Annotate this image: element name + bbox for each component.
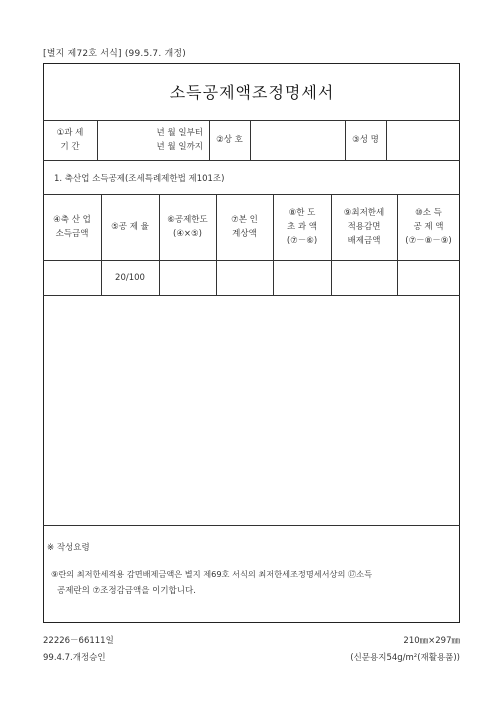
owner-name-label: ③성 명 bbox=[352, 135, 379, 145]
tax-period-label: ①과 세 기 간 bbox=[56, 128, 84, 152]
deduction-limit-field[interactable] bbox=[159, 262, 216, 294]
footer-approval: 99.4.7.개정승인 bbox=[43, 653, 106, 663]
col-header-livestock-income: ④축 산 업 소득금액 bbox=[53, 215, 91, 239]
col-header-min-tax-exclusion: ⑨최저한세 적용감면 배제금액 bbox=[343, 208, 385, 246]
col-header-deduction-limit: ⑥공제한도 (④×⑤) bbox=[167, 215, 208, 239]
instructions-line1: ⑨란의 최저한세적용 감면배제금액은 별지 제69호 서식의 최저한세조정명세서상의 ⑰소득 bbox=[51, 569, 372, 579]
owner-name-field[interactable] bbox=[386, 126, 460, 154]
tax-period-dates bbox=[97, 126, 209, 154]
rule-above-info bbox=[43, 120, 460, 121]
form-number: [별지 제72호 서식] (99.5.7. 개정) bbox=[43, 49, 186, 59]
rule-below-info bbox=[43, 160, 460, 161]
footer-form-code: 22226－66111일 bbox=[43, 636, 114, 646]
instructions-line2: 공제란의 ⑦조정감금액을 이기합니다. bbox=[57, 586, 196, 596]
col-header-deduction-rate: ⑤공 제 율 bbox=[111, 222, 149, 232]
company-name-label: ②상 호 bbox=[216, 135, 243, 145]
col-header-limit-excess: ⑧한 도 초 과 액 (⑦－⑥) bbox=[286, 208, 318, 246]
income-deduction-field[interactable] bbox=[397, 262, 460, 294]
col-header-self-recorded: ⑦본 인 계상액 bbox=[231, 215, 258, 239]
footer-paper-type: (신문용지54g/m²(재활용품)) bbox=[350, 653, 460, 663]
limit-excess-field[interactable] bbox=[273, 262, 331, 294]
livestock-income-field[interactable] bbox=[43, 262, 101, 294]
form-title: 소득공제액조정명세서 bbox=[169, 83, 335, 102]
period-from: 년 월 일부터 bbox=[156, 128, 203, 138]
self-recorded-field[interactable] bbox=[216, 262, 273, 294]
deduction-rate-value: 20/100 bbox=[115, 273, 145, 283]
instructions-heading: ※ 작성요령 bbox=[47, 543, 90, 553]
min-tax-exclusion-field[interactable] bbox=[331, 262, 397, 294]
col-header-income-deduction: ⑩소 득 공 제 액 (⑦－⑧－⑨) bbox=[405, 208, 452, 246]
period-to: 년 월 일까지 bbox=[156, 142, 203, 152]
rule-above-instructions bbox=[43, 525, 460, 526]
footer-paper-size: 210㎜×297㎜ bbox=[403, 636, 460, 646]
section1-title: 1. 축산업 소득공제(조세특례제한법 제101조) bbox=[54, 174, 225, 184]
rule-below-data-row bbox=[43, 295, 460, 296]
company-name-field[interactable] bbox=[250, 126, 345, 154]
